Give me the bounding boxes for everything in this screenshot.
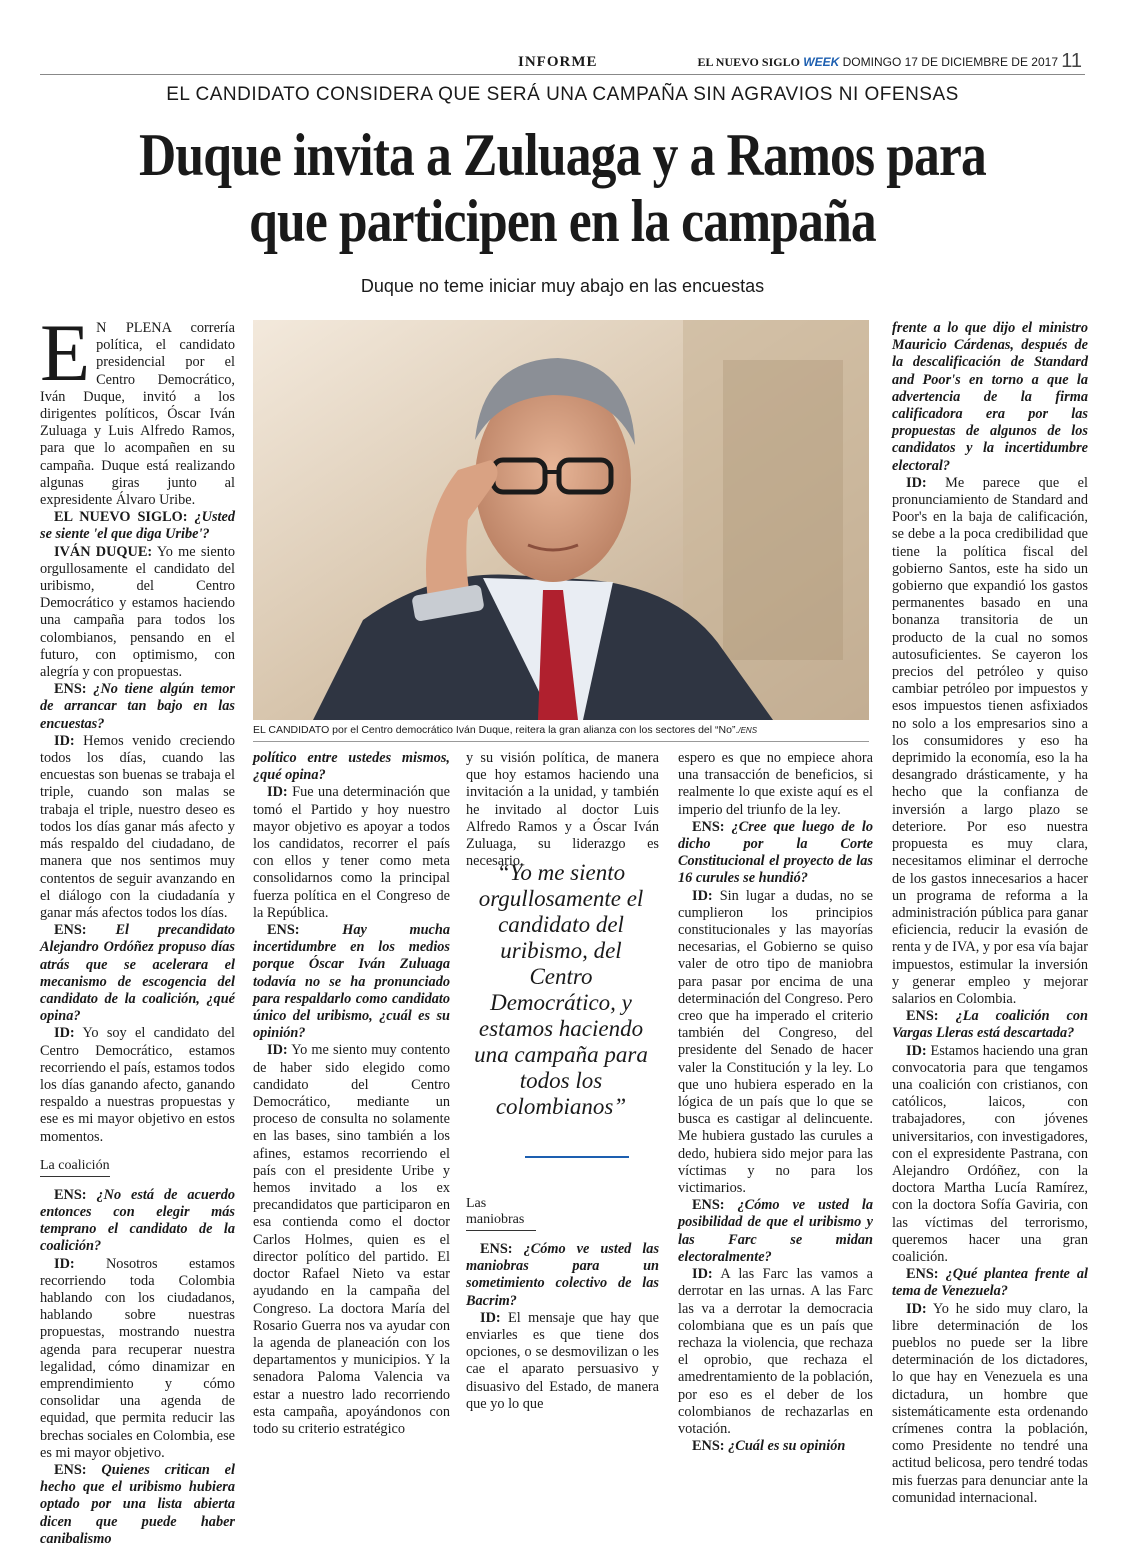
headline [79,122,1047,254]
answer: A las Farc las vamos a derrotar en las urnas. A las Farc las va a derrotar la democracia colombiana que es un país que rechaza la violencia, que rechaza el oprobio, que rechaza el amedrentamiento de la población, por eso es el deber de los colombianos de rechazarlas en votación. [678,1266,873,1437]
column-2 [253,750,450,1438]
answer-label: ID: [906,1300,927,1317]
question-label: ENS: [692,1197,725,1214]
question: ¿Cuál es su opinión [728,1438,846,1455]
week-badge: WEEK [803,55,840,69]
question: El precandidato Alejandro Ordóñez propuso días atrás que se acelerara el mecanismo de escogencia del candidato de la coalición, ¿qué opina? [40,922,235,1025]
question: ¿Cómo ve usted las maniobras para un sometimiento colectivo de las Bacrim? [466,1241,660,1309]
answer: El mensaje que hay que enviarles es que tiene dos opciones, o se desmovilizan o les cae el aparato persuasivo y disuasivo del Estado, de manera que yo lo que [466,1309,659,1412]
page-header [40,52,1090,72]
answer-label: ID: [692,1266,713,1283]
candidate-photo [253,320,869,720]
answer: Yo soy el candidato del Centro Democrático, estamos recorriendo el país, estamos todos los días ganando afecto, ganando respaldo a nuestras propuestas y ese es mi mayor objetivo en estos momentos. [40,1025,235,1145]
question: ¿No está de acuerdo entonces con elegir más temprano el candidato de la coalición? [40,1186,235,1255]
answer-label: ID: [267,784,288,801]
question: ¿Cómo ve usted la posibilidad de que el uribismo y las Farc se midan electoralmente? [678,1197,874,1265]
column-3 [466,750,659,870]
column-1 [40,307,236,1548]
section-subtitle: Las maniobras [466,1196,536,1231]
header-rule [40,74,1085,75]
question-label: ENS: [267,922,300,939]
paper-name: EL NUEVO SIGLO [697,55,800,69]
question-label: ENS: [692,818,725,835]
answer-label: ID: [906,474,927,491]
headline-line-1: Duque invita a Zuluaga y a Ramos para [139,122,986,188]
issue-date: DOMINGO 17 DE DICIEMBRE DE 2017 [842,55,1058,69]
answer: Estamos haciendo una gran convocatoria para que tengamos una coalición con cristianos, con católicos, laicos, con trabajadores, con jóvenes universitarios, con investigadores, con el expresidente Pastrana, con Alejandro Ordóñez, con la doctora Martha Lucía Ramírez, con la doctora Sofía Gaviria, con las víctimas del terrorismo, queremos hacer una gran coalición. [892,1042,1088,1265]
answer-label: IVÁN DUQUE: [54,543,153,560]
pull-quote-rule [525,1156,629,1158]
answer: Yo me siento muy contento de haber sido elegido como candidato del Centro Democrático, mediante un proceso de consulta no solamente en las bases, sino también a los afines, estamos recorriendo el país con el presidente Uribe y hemos invitado a los ex precandidatos que participaron en esa contienda como el doctor Carlos Holmes, quien es el director político del partido. El doctor Rafael Nieto va estar ayudando en la campaña del Congreso. La doctora María del Rosario Guerra nos va ayudar con la agenda de planeación con los departamentos y municipios. Y la senadora Paloma Valencia va estar a nuestro lado recorriendo esta campaña, apoyándonos con todo su criterio estratégico [253,1042,451,1437]
column-4 [678,750,873,1455]
answer: Hemos venido creciendo todos los días, cuando las encuestas son buenas se trabaja el triple, cuando son malas se trabaja el triple, nuestro deseo es todos los días ganar más afecto y más respaldo del ciudadano, de manera que nos sentimos muy contentos de seguir avanzando en el diálogo con la ciudadanía y ganar más afectos todos los días. [40,732,236,921]
question: ¿Usted se siente 'el que diga Uribe'? [40,509,235,543]
answer-label: ID: [54,1025,75,1042]
question-label: ENS: [906,1008,939,1025]
headline-line-2: que participen en la campaña [249,188,876,254]
page-number: 11 [1061,50,1082,72]
question-label: ENS: [54,1186,87,1203]
question-label: ENS: [692,1438,725,1455]
caption-rule [253,741,869,742]
column-3-bottom [466,1196,659,1413]
lead-paragraph: N PLENA correría política, el candidato presidencial por el Centro Democrático, Iván Duque, invitó a los dirigentes políticos, Óscar Iván Zuluaga y Luis Alfredo Ramos, para que lo acompañen en su campaña. Duque está realizando algunas giras junto al expresidente Álvaro Uribe. [40,320,235,509]
photo-credit: /ENS [738,726,758,735]
photo-caption [253,724,869,736]
question: ¿Qué plantea frente al tema de Venezuela? [892,1266,1088,1300]
answer: Fue una determinación que tomó el Partido y hoy nuestro mayor objetivo es apoyar a todos los candidatos, recorrer el país con ellos y tener como meta consolidarnos como la principal fuerza política en el Congreso de la República. [253,784,451,921]
column-5 [892,320,1088,1507]
question: Hay mucha incertidumbre en los medios porque Óscar Iván Zuluaga todavía no se ha pronunciado para respaldarlo como candidato único del uribismo, ¿cuál es su opinión? [253,922,450,1042]
publication-info [697,55,1058,70]
answer: Me parece que el pronunciamiento de Standard and Poor's en la baja de calificación, se debe a la poca credibilidad que tiene la política fiscal del gobierno Santos, este ha sido un gobierno que expandió los gastos permanentes basado en una bonanza transitoria de un producto de la cual no somos autosuficientes. Se cayeron los precios del petróleo y quiso cambiar petróleo por impuestos y esos impuestos tienen asfixiados no solo a los empresarios sino a los consumidores y eso ha deprimido la economía, eso la ha desangrado drásticamente, y ha hecho que la confianza de inversión a largo plazo se deteriore. Por eso nuestra propuesta es muy clara, necesitamos eliminar el derroche de los gastos innecesarios a hacer un programa de reforma a la administración pública para ganar eficiencia, reducir la evasión de renta y de IVA, y por esa vía bajar impuestos, estimular la inversión y generar empleo y mejorar salarios en Colombia. [892,474,1088,1007]
subheadline: Duque no teme iniciar muy abajo en las encuestas [360,276,765,296]
answer: espero es que no empiece ahora una transacción de beneficios, si realmente lo que existe aquí es el imperio del triunfo de la ley. [678,750,873,818]
answer-label: ID: [692,887,713,904]
question: Quienes critican el hecho que el uribismo hubiera optado por una lista abierta dicen que puede haber canibalismo [40,1462,235,1547]
question: ¿No tiene algún temor de arrancar tan bajo en las encuestas? [40,681,235,732]
answer-label: ID: [906,1042,927,1059]
section-label: INFORME [518,54,598,70]
question: político entre ustedes mismos, ¿qué opina? [253,750,450,784]
section-subtitle: La coalición [40,1158,110,1177]
question-label: ENS: [54,922,87,939]
question-label: ENS: [54,681,87,698]
kicker: EL CANDIDATO CONSIDERA QUE SERÁ UNA CAMPAÑA SIN AGRAVIOS NI OFENSAS [166,84,959,105]
caption-text: EL CANDIDATO por el Centro democrático Iván Duque, reitera la gran alianza con los sectores del “No”. [253,724,739,736]
answer: Sin lugar a dudas, no se cumplieron los principios constitucionales y las mayorías necesarias, el Gobierno se quiso valer de otro tipo de maniobra para pasar por encima de una determinación del Congreso. Pero creo que ha imperado el criterio también del Congreso, del presidente del Senado de hacer valer la Constitución y la ley. Lo que uno hubiera esperado en la lógica de un país que lo que se busca es castigar al delincuente. Me hubiera gustado las curules a dedo, hubiera sido mejor para las víctimas y no para los victimarios. [678,887,873,1197]
answer-label: ID: [267,1042,288,1059]
question-label: ENS: [906,1266,939,1283]
question: ¿La coalición con Vargas Lleras está descartada? [892,1008,1088,1042]
portrait-illustration [253,320,869,720]
answer: y su visión política, de manera que hoy estamos haciendo una invitación a la unidad, y también he invitado al doctor Luis Alfredo Ramos y a Óscar Iván Zuluaga, su liderazgo es necesario. [466,750,659,870]
answer-label: ID: [54,732,75,749]
question: frente a lo que dijo el ministro Mauricio Cárdenas, después de la descalificación de Standard and Poor's en torno a que la advertencia de la firma calificadora era por las propuestas de algunos de los candidatos y la incertidumbre electoral? [892,320,1088,474]
answer: Yo me siento orgullosamente el candidato del uribismo, del Centro Democrático y estamos haciendo una campaña para todos los colombianos, pensando en el futuro, con optimismo, con alegría y con propuestas. [40,543,235,681]
answer-label: ID: [480,1309,501,1326]
answer: Nosotros estamos recorriendo toda Colombia hablando con los ciudadanos, hablando sobre nuestras propuestas, mostrando nuestra agenda para recuperar nuestra legalidad, cómo dinamizar en emprendimiento y cómo consolidar una agenda de equidad, que permita reducir las brechas sociales en Colombia, ese es mi mayor objetivo. [40,1255,235,1461]
question-label: ENS: [480,1241,513,1257]
drop-cap: E [40,307,91,398]
question: ¿Cree que luego de lo dicho por la Corte Constitucional el proyecto de las 16 curules se hundió? [678,818,873,887]
question-label: EL NUEVO SIGLO: [54,509,188,526]
answer-label: ID: [54,1255,75,1272]
question-label: ENS: [54,1462,87,1478]
answer: Yo he sido muy claro, la libre determinación de los pueblos no puede ser la libre determinación de los dictadores, lo que hay en Venezuela es una dictadura, un hombre que sistemáticamente esta ordenando crímenes contra la población, como Presidente no tendré una actitud belicosa, pero tendré todas mis fuerzas para denunciar ante la comunidad internacional. [892,1300,1089,1506]
pull-quote: “Yo me siento orgullosamente el candidato del uribismo, del Centro Democrático, y estamos haciendo una campaña para todos los colombianos” [474,860,648,1119]
